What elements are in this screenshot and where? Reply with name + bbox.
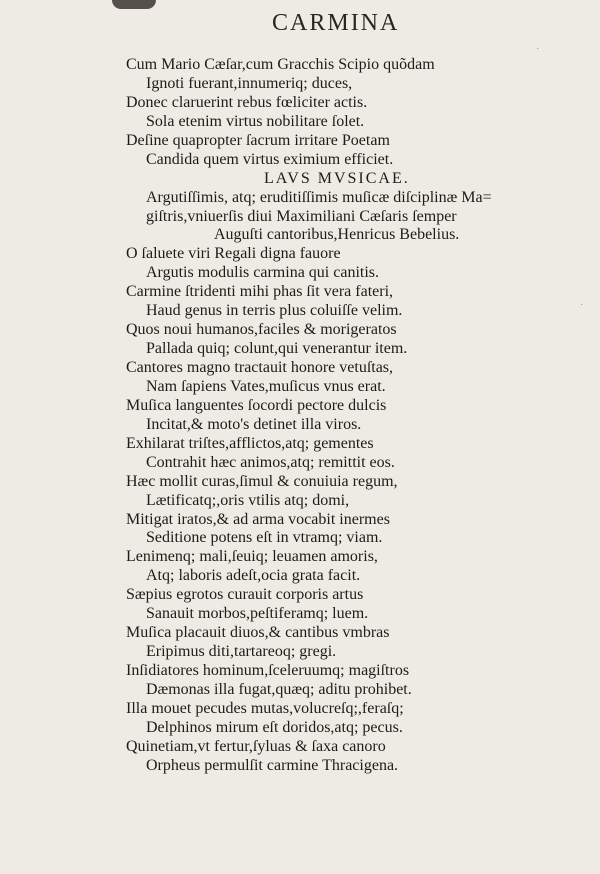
verse-line: Quos noui humanos,faciles & morigeratos: [126, 321, 397, 339]
verse-line: Contrahit hæc animos,atq; remittit eos.: [146, 453, 395, 471]
verse-line: Carmine ſtridenti mihi phas ſit vera fateri,: [126, 283, 394, 301]
verse-line: Muſica placauit diuos,& cantibus vmbras: [126, 624, 390, 642]
verse-line: Mitigat iratos,& ad arma vocabit inermes: [126, 510, 390, 528]
running-head: CARMINA: [272, 10, 400, 36]
verse-line: Orpheus permulſit carmine Thracigena.: [146, 756, 399, 774]
verse-line: Candida quem virtus eximium efficiet.: [146, 150, 394, 168]
verse-line: Incitat,& moto's detinet illa viros.: [146, 415, 362, 433]
verse-line: Deſine quapropter ſacrum irritare Poetam: [126, 131, 390, 149]
verse-line: Sola etenim virtus nobilitare ſolet.: [146, 112, 365, 130]
verse-line: Cum Mario Cæſar,cum Gracchis Scipio quõdam: [126, 56, 435, 73]
verse-line: Sæpius egrotos curauit corporis artus: [126, 586, 364, 604]
verse-line: Muſica languentes ſocordi pectore dulcis: [126, 396, 387, 414]
verse-line: Illa mouet pecudes mutas,volucreſq;,feraſq;: [126, 699, 404, 717]
verse-line: Argutis modulis carmina qui canitis.: [146, 264, 380, 282]
bleed-through-mark: ·: [580, 300, 584, 311]
verse-line: Ignoti fuerant,innumeriq; duces,: [146, 74, 353, 92]
verse-line: giſtris,vniuerſis diui Maximiliani Cæſaris ſemper: [146, 207, 457, 225]
verse-line: Donec claruerint rebus fœliciter actis.: [126, 93, 368, 111]
verse-line: Dæmonas illa fugat,quæq; aditu prohibet.: [146, 680, 412, 698]
ink-blot: [112, 0, 156, 9]
verse-line: O ſaluete viri Regali digna fauore: [126, 245, 341, 263]
verse-line: Atq; laboris adeſt,ocia grata facit.: [146, 567, 361, 585]
verse-line: Pallada quiq; colunt,qui venerantur item.: [146, 340, 408, 358]
verse-line: Haud genus in terris plus coluiſſe velim.: [146, 302, 403, 320]
section-heading: LAVS MVSICAE.: [264, 169, 410, 187]
verse-line: Delphinos mirum eſt doridos,atq; pecus.: [146, 718, 403, 736]
verse-line: Lætificatq;,oris vtilis atq; domi,: [146, 491, 350, 509]
verse-line: Sanauit morbos,peſtiferamq; luem.: [146, 605, 369, 623]
verse-line: Cantores magno tractauit honore vetuſtas,: [126, 359, 394, 376]
verse-line: Nam ſapiens Vates,muſicus vnus erat.: [146, 377, 386, 395]
verse-line: Argutiſſimis, atq; eruditiſſimis muſicæ diſciplinæ Ma=: [146, 188, 492, 206]
poem-text-block: [126, 56, 576, 776]
verse-line: Eripimus diti,tartareoq; gregi.: [146, 643, 337, 661]
verse-line: Auguſti cantoribus,Henricus Bebelius.: [214, 226, 460, 244]
verse-line: Inſidiatores hominum,ſceleruumq; magiſtros: [126, 662, 410, 679]
verse-line: Hæc mollit curas,ſimul & conuiuia regum,: [126, 472, 398, 490]
verse-line: Quinetiam,vt fertur,ſyluas & ſaxa canoro: [126, 737, 386, 755]
verse-line: Seditione potens eſt in vtramq; viam.: [146, 529, 383, 547]
verse-line: Exhilarat triſtes,afflictos,atq; gementes: [126, 434, 374, 452]
verse-line: Lenimenq; mali,ſeuiq; leuamen amoris,: [126, 548, 378, 566]
bleed-through-mark: ·: [536, 44, 540, 55]
